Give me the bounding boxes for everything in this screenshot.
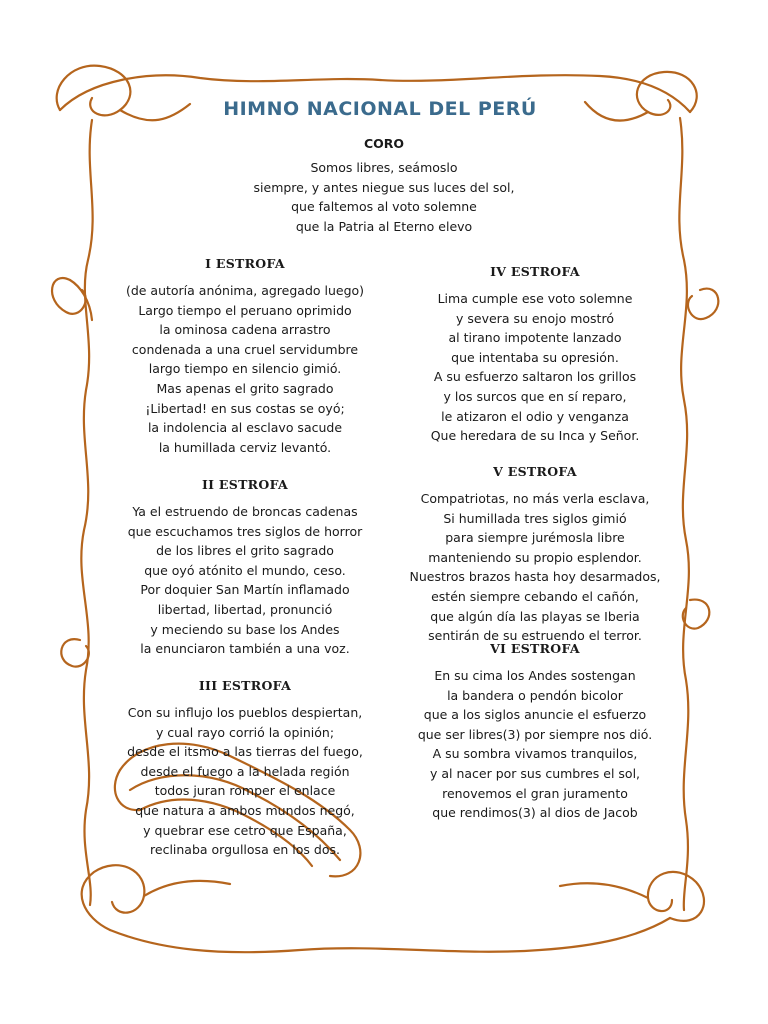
stanza-line: Con su influjo los pueblos despiertan, [127, 705, 363, 720]
stanza-line: todos juran romper el enlace [154, 783, 336, 799]
stanza-line: que ser libres(3) por siempre nos dió. [417, 726, 653, 742]
stanza-iii [100, 678, 390, 860]
stanza-line: la humillada cerviz levantó. [158, 439, 332, 455]
coro-lines [220, 158, 548, 236]
stanza-line: desde el itsmo a las tierras del fuego, [127, 744, 363, 760]
stanza-line: largo tiempo en silencio gimió. [148, 361, 342, 377]
stanza-line: y severa su enojo mostró [456, 310, 614, 326]
stanza-line: renovemos el gran juramento [442, 785, 628, 801]
stanza-line: reclinaba orgullosa en los dos. [150, 842, 340, 858]
stanza-line: A su sombra vivamos tranquilos, [432, 746, 638, 762]
stanza-line: y los surcos que en sí reparo, [443, 388, 627, 404]
stanza-line: Compatriotas, no más verla esclava, [420, 491, 650, 506]
stanza-line: y al nacer por sus cumbres el sol, [429, 765, 641, 781]
stanza-line: libertad, libertad, pronunció [157, 601, 333, 617]
stanza-line: y cual rayo corrió la opinión; [155, 724, 335, 740]
stanza-v [390, 464, 680, 646]
stanza-heading: II ESTROFA [201, 477, 289, 492]
stanza-heading: I ESTROFA [205, 256, 285, 271]
stanza-line: y quebrar ese cetro que España, [143, 822, 347, 838]
stanza-line: sentirán de su estruendo el terror. [428, 628, 642, 644]
stanza-line: estén siempre cebando el cañón, [431, 588, 639, 604]
stanza-line: Nuestros brazos hasta hoy desarmados, [409, 569, 661, 585]
stanza-line: al tirano impotente lanzado [448, 330, 622, 346]
stanza-line: Que heredara de su Inca y Señor. [430, 428, 640, 444]
stanza-line: y meciendo su base los Andes [150, 621, 340, 637]
stanza-line: manteniendo su propio esplendor. [428, 549, 642, 565]
coro-heading: CORO [363, 136, 405, 151]
stanza-line: Por doquier San Martín inflamado [140, 582, 350, 598]
stanza-line: Ya el estruendo de broncas cadenas [132, 504, 358, 519]
scroll-right-edge [679, 118, 689, 910]
coro-line: que faltemos al voto solemne [291, 199, 477, 214]
coro-line: siempre, y antes niegue sus luces del sol, [253, 179, 515, 195]
stanza-line: la indolencia al esclavo sacude [147, 420, 343, 436]
stanza-line: de los libres el grito sagrado [156, 543, 334, 559]
stanza-line: la enunciaron también a una voz. [140, 641, 350, 657]
stanza-line: Mas apenas el grito sagrado [156, 380, 334, 396]
stanza-line: condenada a una cruel servidumbre [131, 341, 359, 357]
coro-line: Somos libres, seámoslo [310, 160, 458, 175]
stanza-i [100, 256, 390, 457]
scroll-left-edge [81, 120, 92, 905]
stanza-line: En su cima los Andes sostengan [434, 668, 636, 683]
stanza-heading: III ESTROFA [198, 678, 292, 693]
coro-line: que la Patria al Eterno elevo [295, 218, 473, 234]
stanza-line: le atizaron el odio y venganza [441, 408, 629, 424]
stanza-line: desde el fuego a la helada región [140, 763, 350, 779]
stanza-vi [390, 641, 680, 823]
stanza-ii [100, 477, 390, 659]
scroll-bottom-roll [110, 918, 670, 952]
anthem-title: HIMNO NACIONAL DEL PERÚ [223, 98, 537, 120]
stanza-line: la bandera o pendón bicolor [447, 687, 623, 703]
stanza-iv [390, 264, 680, 446]
stanza-line: que rendimos(3) al dios de Jacob [432, 805, 638, 821]
stanza-heading: V ESTROFA [493, 464, 577, 479]
stanza-line: que a los siglos anuncie el esfuerzo [423, 707, 647, 723]
stanza-line: ¡Libertad! en sus costas se oyó; [145, 400, 345, 416]
stanza-line: que escuchamos tres siglos de horror [127, 523, 363, 539]
stanza-line: que natura a ambos mundos negó, [135, 802, 355, 818]
stanza-line: Largo tiempo el peruano oprimido [138, 302, 352, 318]
stanza-line: A su esfuerzo saltaron los grillos [433, 369, 637, 385]
stanza-line: (de autoría anónima, agregado luego) [125, 283, 365, 298]
stanza-line: Si humillada tres siglos gimió [443, 510, 627, 526]
stanza-line: que algún día las playas se Iberia [430, 608, 640, 624]
stanza-line: la ominosa cadena arrastro [159, 322, 331, 338]
stanza-heading: VI ESTROFA [490, 641, 580, 656]
stanza-heading: IV ESTROFA [490, 264, 580, 279]
stanza-line: que oyó atónito el mundo, ceso. [144, 562, 346, 578]
stanza-line: para siempre jurémosla libre [445, 530, 625, 546]
stanza-line: Lima cumple ese voto solemne [437, 291, 633, 306]
stanza-line: que intentaba su opresión. [451, 349, 619, 365]
